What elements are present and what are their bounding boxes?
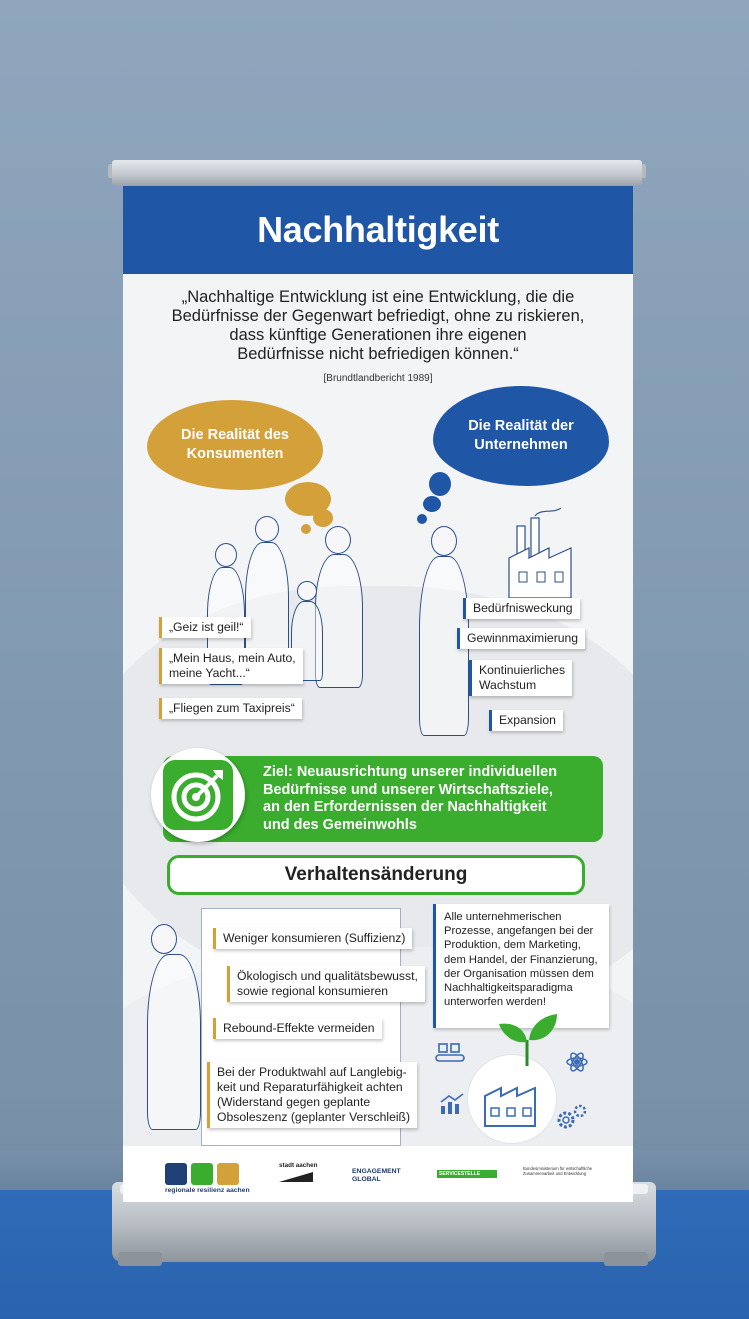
thought-bubble-dot (301, 524, 311, 534)
action-tag (207, 1062, 417, 1128)
quote-line: Bedürfnisse nicht befriedigen können.“ (237, 345, 519, 363)
behavior-change-heading: Verhaltensänderung (167, 855, 585, 895)
rra-logo-square (217, 1163, 239, 1185)
action-tag-line: Ökologisch und qualitätsbewusst, (237, 969, 418, 983)
action-tag (227, 966, 425, 1002)
action-tag: Rebound-Effekte vermeiden (213, 1018, 382, 1039)
company-cloud-line: Unternehmen (474, 437, 568, 453)
rra-logo-square (165, 1163, 187, 1185)
thought-bubble-dot (417, 514, 427, 524)
top-rail (112, 160, 642, 186)
action-tag-line: sowie regional konsumieren (237, 984, 389, 998)
consumer-cloud (147, 400, 323, 490)
engagement-global-logo (352, 1168, 401, 1183)
company-tag: Bedürfnisweckung (463, 598, 580, 619)
factory-icon (479, 1066, 545, 1132)
company-tag: Expansion (489, 710, 563, 731)
thought-bubble-dot (423, 496, 441, 512)
base-foot-right (604, 1252, 648, 1266)
factory-sketch (501, 508, 581, 600)
quote (141, 288, 615, 364)
business-note-line: Produktion, dem Marketing, (444, 939, 581, 952)
chart-icon (439, 1092, 465, 1116)
engagement-global-line: GLOBAL (352, 1175, 381, 1183)
sponsor-footer (123, 1146, 633, 1202)
consumer-cloud-line: Konsumenten (186, 446, 284, 462)
engagement-global-line: ENGAGEMENT (352, 1168, 401, 1175)
action-tag-line: Obsoleszenz (geplanter Verschleiß) (217, 1110, 411, 1124)
stadt-aachen-logo: stadt aachen (279, 1162, 318, 1169)
action-tag-line: (Widerstand gegen geplante (217, 1095, 371, 1109)
consumer-tag (159, 648, 303, 684)
goal-line: Bedürfnisse und unserer Wirtschaftsziele, (263, 781, 553, 798)
company-cloud (433, 386, 609, 486)
sprout-icon (499, 1014, 559, 1066)
company-tag (469, 660, 572, 696)
stadt-aachen-mark (279, 1172, 313, 1182)
thought-bubble-dot (429, 472, 451, 496)
consumer-tag: „Geiz ist geil!“ (159, 617, 251, 638)
goal-line: und des Gemeinwohls (263, 816, 417, 833)
base-foot-left (118, 1252, 162, 1266)
goal-line: an den Erfordernissen der Nachhaltigkeit (263, 799, 547, 815)
gears-icon (555, 1102, 589, 1132)
consumer-tag-line: meine Yacht...“ (169, 666, 250, 680)
banner (123, 186, 633, 1202)
company-tag: Gewinnmaximierung (457, 628, 585, 649)
bmz-logo: Bundesministerium für wirtschaftliche Zusammenarbeit und Entwicklung (523, 1166, 593, 1176)
business-note (433, 904, 609, 1028)
rra-logo-square (191, 1163, 213, 1185)
thought-bubble-dot (313, 509, 333, 527)
consumer-cloud-line: Die Realität des (181, 427, 289, 443)
goal-line: Ziel: Neuausrichtung unserer individuellen (263, 764, 558, 780)
conveyor-icon (435, 1042, 465, 1066)
action-tag-line: keit und Reparaturfähigkeit achten (217, 1080, 403, 1094)
action-tag-line: Bei der Produktwahl auf Langlebig- (217, 1065, 407, 1079)
business-note-line: der Organisation müssen dem (444, 967, 594, 980)
banner-title: Nachhaltigkeit (257, 209, 499, 250)
company-tag-line: Wachstum (479, 678, 537, 692)
atom-icon (565, 1050, 589, 1074)
quote-line: „Nachhaltige Entwicklung ist eine Entwicklung, die die (181, 288, 575, 306)
business-note-line: unterworfen werden! (444, 996, 546, 1009)
quote-line: Bedürfnisse der Gegenwart befriedigt, ohne zu riskieren, (171, 307, 585, 325)
quote-line: dass künftige Generationen ihre eigenen (229, 326, 527, 344)
banner-header (123, 186, 633, 274)
business-note-line: dem Handel, der Finanzierung, (444, 953, 598, 966)
rra-logo-text: regionale resilienz aachen (165, 1187, 250, 1194)
quote-source: [Brundtlandbericht 1989] (323, 373, 433, 384)
action-tag: Weniger konsumieren (Suffizienz) (213, 928, 412, 949)
business-note-line: Alle unternehmerischen (444, 911, 562, 923)
company-cloud-line: Die Realität der (468, 418, 574, 434)
business-note-line: Nachhaltigkeitsparadigma (444, 982, 573, 995)
company-tag-line: Kontinuierliches (479, 663, 566, 677)
consumer-tag: „Fliegen zum Taxipreis“ (159, 698, 302, 719)
servicestelle-logo: SERVICESTELLE (437, 1170, 497, 1178)
goal-icon-circle (151, 748, 245, 842)
business-note-line: Prozesse, angefangen bei der (444, 925, 594, 938)
consumer-tag-line: „Mein Haus, mein Auto, (169, 651, 296, 665)
target-icon (163, 760, 233, 830)
